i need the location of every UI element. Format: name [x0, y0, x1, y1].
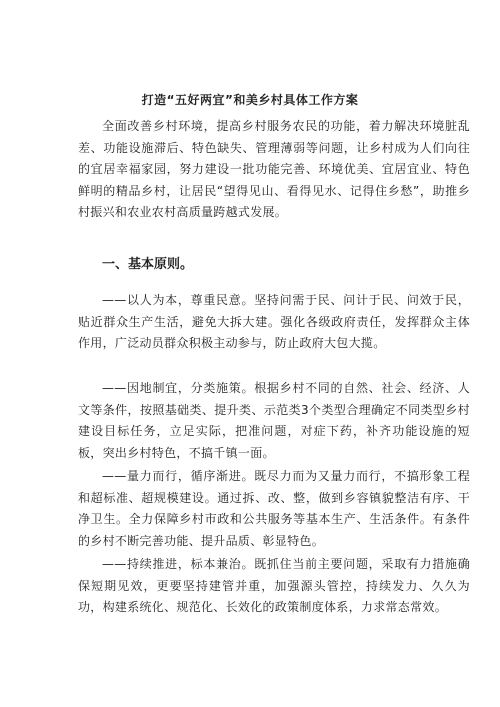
principle-paragraph: ——因地制宜，分类施策。根据乡村不同的自然、社会、经济、人文等条件，按照基础类、提升类、示范类3个类型合理确定不同类型乡村建设目标任务，立足实际，把准问题，对症下药，补齐功能设施的短板，突出乡村特色，不搞千镇一面。 — [78, 381, 470, 460]
document-title: 打造“五好两宜”和美乡村具体工作方案 — [141, 93, 359, 107]
section-heading: 一、基本原则。 — [102, 257, 194, 272]
principle-paragraph: ——以人为本，尊重民意。坚持问需于民、问计于民、问效于民，贴近群众生产生活，避免大拆大建。强化各级政府责任，发挥群众主体作用，广泛动员群众积极主动参与，防止政府大包大揽。 — [78, 293, 470, 350]
principle-paragraph: ——持续推进，标本兼治。既抓住当前主要问题，采取有力措施确保短期见效，更要坚持建管并重，加强源头管控，持续发力、久久为功，构建系统化、规范化、长效化的政策制度体系，力求常态常效。 — [78, 557, 470, 614]
intro-paragraph: 全面改善乡村环境，提高乡村服务农民的功能，着力解决环境脏乱差、功能设施滞后、特色缺失、管理薄弱等问题，让乡村成为人们向往的宜居幸福家园，努力建设一批功能完善、环境优美、宜居宜业、特色鲜明的精品乡村，让居民“望得见山、看得见水、记得住乡愁”，助推乡村振兴和农业农村高质量跨越式发展。 — [78, 119, 470, 219]
principle-paragraph: ——量力而行，循序渐进。既尽力而为又量力而行，不搞形象工程和超标准、超规模建设。通过拆、改、整，做到乡容镇貌整洁有序、干净卫生。全力保障乡村市政和公共服务等基本生产、生活条件。有条件的乡村不断完善功能、提升品质、彰显特色。 — [78, 469, 470, 548]
